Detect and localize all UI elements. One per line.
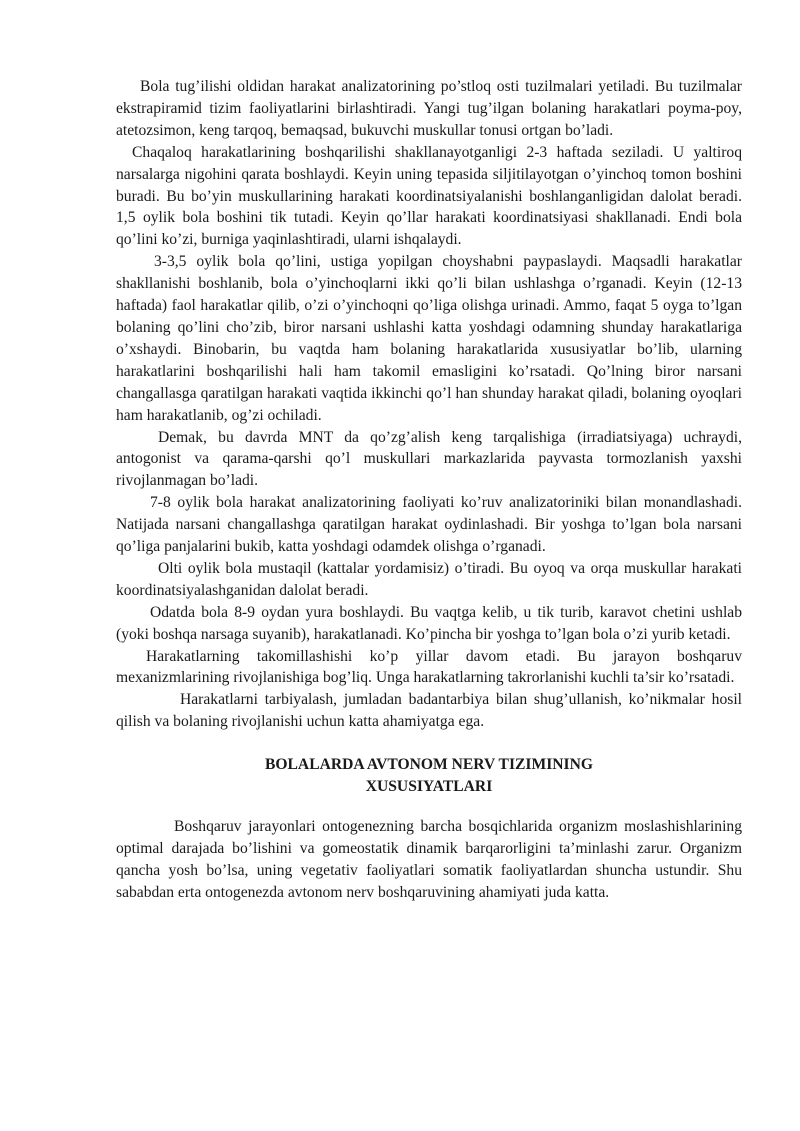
document-page xyxy=(116,76,742,904)
paragraph-newborn-movement-control: Chaqaloq harakatlarining boshqarilishi shakllanayotganligi 2-3 haftada seziladi. U yaltiroq narsalarga nigohini qarata boshlaydi. Keyin uning tepasida siljitilayotgan o’yinchoq tomon boshini buradi. Bu bo’yin muskullarining harakati koordinatsiyalanishi boshlanganligidan dalolat beradi. 1,5 oylik bola boshini tik tutadi. Keyin qo’llar harakati koordinatsiyasi shakllanadi. Endi bola qo’lini ko’zi, burniga yaqinlashtiradi, ularni ishqalaydi. xyxy=(116,143,742,249)
paragraph-three-months: 3-3,5 oylik bola qo’lini, ustiga yopilgan choyshabni paypaslaydi. Maqsadli harakatlar shakllanishi boshlanib, bola o’yinchoqlarni ikki qo’li bilan ushlashga o’rganadi. Keyin (12-13 haftada) faol harakatlar qilib, o’zi o’yinchoqni qo’liga olishga urinadi. Ammo, faqat 5 oyga to’lgan bolaning qo’lini cho’zib, biror narsani ushlashi katta yoshdagi odamning shunday harakatlariga o’xshaydi. Binobarin, bu vaqtda ham bolaning harakatlarida xususiyatlar bo’lib, ularning harakatlarini boshqarilishi hali ham takomil emasligini ko’rsatadi. Qo’lning biror narsani changallasga qaratilgan harakati vaqtida ikkinchi qo’l han shunday harakat qiladi, bolaning oyoqlari ham harakatlanib, og’zi ochiladi. xyxy=(116,253,742,424)
paragraph-seven-eight-months: 7-8 oylik bola harakat analizatorining faoliyati ko’ruv analizatoriniki bilan monandlashadi. Natijada narsani changallashga qaratilgan harakat oydinlashadi. Bir yoshga to’lgan bola narsani qo’liga panjalarini bukib, katta yoshdagi odamdek olishga o’rganadi. xyxy=(116,494,742,556)
paragraph-autonomic-regulation: Boshqaruv jarayonlari ontogenezning barcha bosqichlarida organizm moslashishlarining optimal darajada bo’lishini va gomeostatik dinamik barqarorligini ta’minlashi zarur. Organizm qancha yosh bo’lsa, uning vegetativ faoliyatlari somatik faoliyatlardan shuncha ustundir. Shu sababdan erta ontogenezda avtonom nerv boshqaruvining ahamiyati juda katta. xyxy=(116,818,742,901)
paragraph-walking: Odatda bola 8-9 oydan yura boshlaydi. Bu vaqtga kelib, u tik turib, karavot chetini ushlab (yoki boshqa narsaga suyanib), harakatlanadi. Ko’pincha bir yoshga to’lgan bola o’zi yurib ketadi. xyxy=(116,603,742,643)
section-heading-line-1: BOLALARDA AVTONOM NERV TIZIMINING xyxy=(265,756,593,774)
paragraph-irradiation: Demak, bu davrda MNT da qo’zg’alish keng tarqalishiga (irradiatsiyaga) uchraydi, antogonist va qarama-qarshi qo’l muskullari markazlarida payvasta tormozlanish yaxshi rivojlanmagan bo’ladi. xyxy=(116,428,742,490)
paragraph-prenatal-development: Bola tug’ilishi oldidan harakat analizatorining po’stloq osti tuzilmalari yetiladi. Bu tuzilmalar ekstrapiramid tizim faoliyatlarini birlashtiradi. Yangi tug’ilgan bolaning harakatlari poyma-poy, atetozsimon, keng tarqoq, bemaqsad, bukuvchi muskullar tonusi ortgan bo’ladi. xyxy=(116,78,742,139)
paragraph-movement-improvement: Harakatlarning takomillashishi ko’p yillar davom etadi. Bu jarayon boshqaruv mexanizmlarining rivojlanishiga bog’liq. Unga harakatlarning takrorlanishi kuchli ta’sir ko’rsatadi. xyxy=(116,647,742,687)
section-heading-line-2: XUSUSIYATLARI xyxy=(365,778,493,796)
paragraph-six-months-sitting: Olti oylik bola mustaqil (kattalar yordamisiz) o’tiradi. Bu oyoq va orqa muskullar harakati koordinatsiyalashganidan dalolat beradi. xyxy=(116,559,742,599)
section-heading xyxy=(116,754,742,798)
paragraph-movement-training: Harakatlarni tarbiyalash, jumladan badantarbiya bilan shug’ullanish, ko’nikmalar hosil qilish va bolaning rivojlanishi uchun katta ahamiyatga ega. xyxy=(116,691,742,731)
